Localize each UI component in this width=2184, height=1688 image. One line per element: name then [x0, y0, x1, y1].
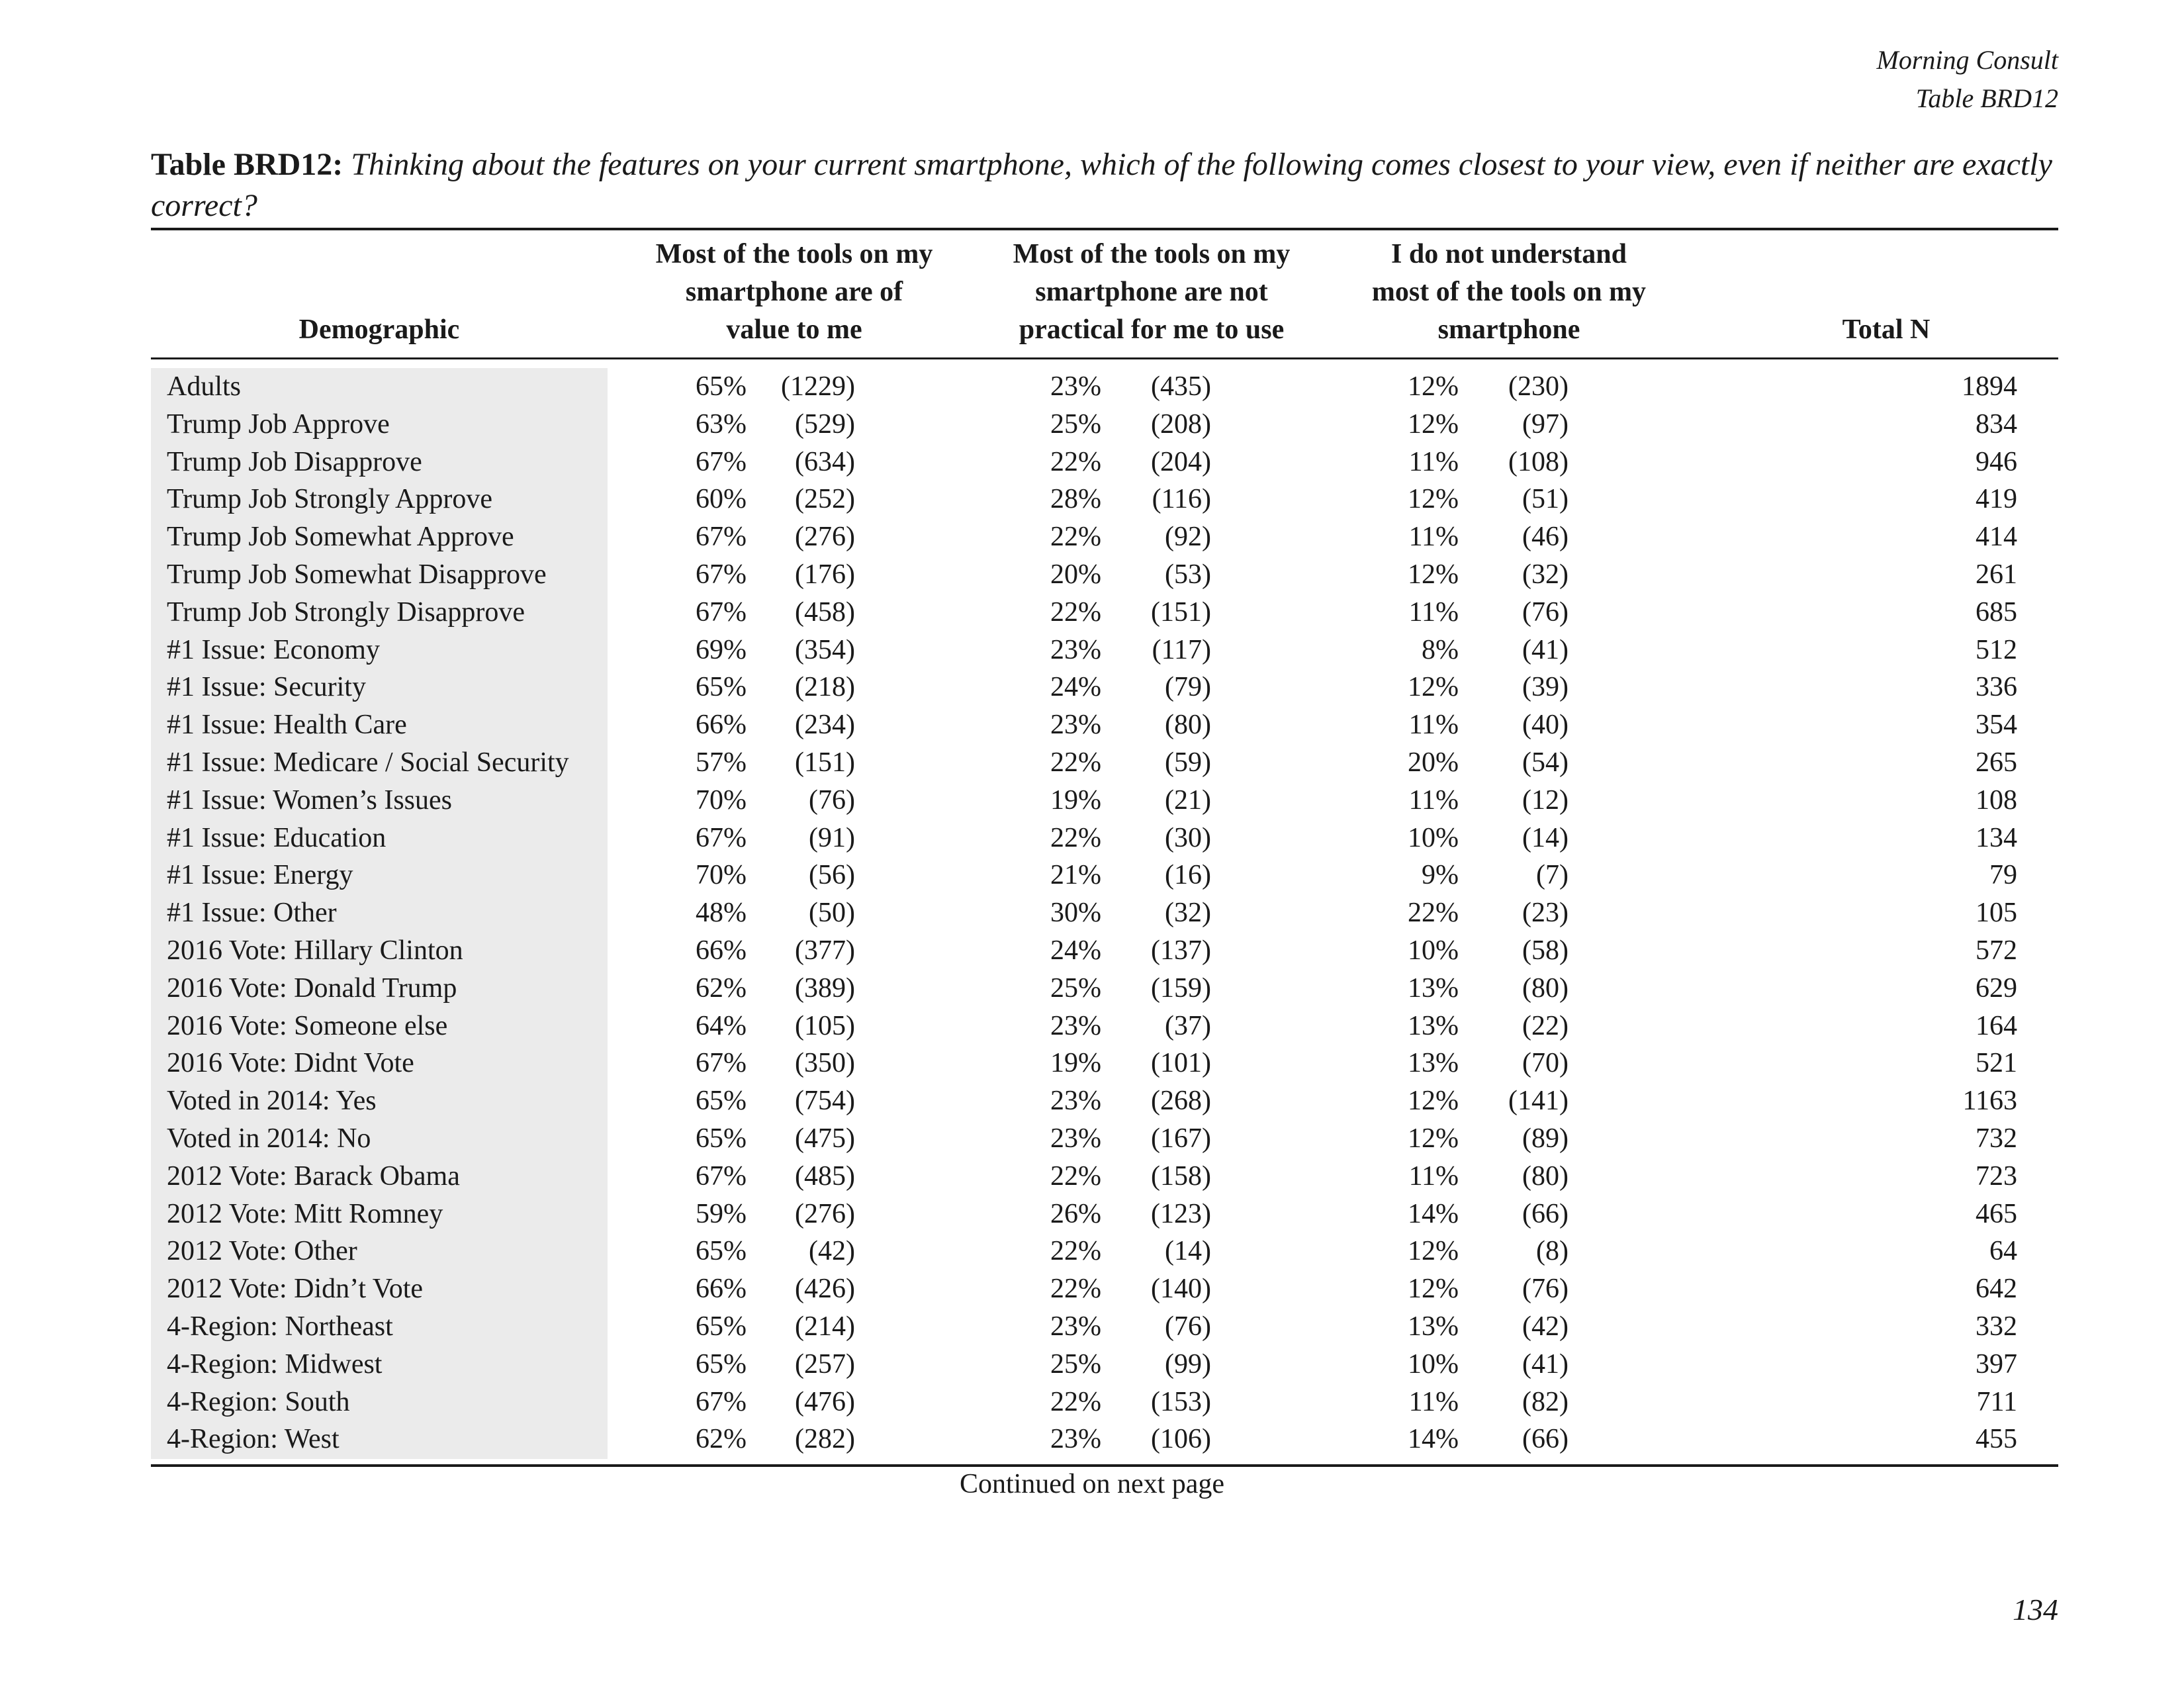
value-count: (389): [795, 972, 855, 1004]
not-understand-count: (41): [1522, 1348, 1569, 1380]
total-n: 64: [1989, 1236, 2017, 1267]
total-n: 108: [1976, 784, 2017, 816]
row-label: 2012 Vote: Other: [167, 1236, 357, 1267]
not-understand-count: (70): [1522, 1048, 1569, 1079]
not-understand-count: (12): [1522, 784, 1569, 816]
not-practical-pct: 25%: [1050, 1348, 1101, 1380]
table-row: [0, 1421, 2184, 1458]
row-label: Trump Job Strongly Approve: [167, 484, 493, 515]
value-count: (218): [795, 672, 855, 703]
continued-note: Continued on next page: [959, 1469, 1225, 1499]
not-understand-pct: 12%: [1408, 559, 1459, 590]
page-header: [1877, 41, 2058, 118]
table-row: [0, 1196, 2184, 1233]
column-header-not-practical: [979, 236, 1324, 349]
not-practical-count: (92): [1165, 522, 1211, 553]
not-understand-count: (8): [1536, 1236, 1569, 1267]
not-practical-count: (76): [1165, 1311, 1211, 1342]
table-row: [0, 1045, 2184, 1082]
row-label: 2016 Vote: Didnt Vote: [167, 1048, 414, 1079]
row-label: #1 Issue: Women’s Issues: [167, 784, 452, 816]
value-pct: 67%: [696, 596, 747, 628]
not-understand-count: (141): [1508, 1086, 1569, 1117]
not-practical-count: (159): [1151, 972, 1211, 1004]
value-pct: 70%: [696, 784, 747, 816]
total-n: 134: [1976, 822, 2017, 853]
value-pct: 70%: [696, 860, 747, 891]
not-practical-pct: 22%: [1050, 446, 1101, 477]
value-count: (42): [809, 1236, 855, 1267]
value-pct: 65%: [696, 1311, 747, 1342]
row-label: #1 Issue: Security: [167, 672, 366, 703]
total-n: 105: [1976, 898, 2017, 929]
not-understand-pct: 11%: [1408, 522, 1459, 553]
total-n: 164: [1976, 1010, 2017, 1041]
row-label: 2012 Vote: Barack Obama: [167, 1160, 460, 1192]
not-understand-pct: 12%: [1408, 672, 1459, 703]
not-understand-pct: 12%: [1408, 1123, 1459, 1154]
table-row: [0, 932, 2184, 970]
not-practical-pct: 22%: [1050, 747, 1101, 778]
top-rule: [151, 228, 2058, 230]
not-understand-pct: 11%: [1408, 596, 1459, 628]
value-pct: 65%: [696, 1348, 747, 1380]
not-understand-pct: 12%: [1408, 408, 1459, 440]
row-label: #1 Issue: Energy: [167, 860, 353, 891]
value-count: (754): [795, 1086, 855, 1117]
value-pct: 67%: [696, 1386, 747, 1417]
row-label: #1 Issue: Education: [167, 822, 387, 853]
not-practical-pct: 19%: [1050, 1048, 1101, 1079]
table-row: [0, 669, 2184, 706]
not-practical-pct: 22%: [1050, 1274, 1101, 1305]
not-practical-count: (204): [1151, 446, 1211, 477]
not-understand-count: (66): [1522, 1424, 1569, 1455]
not-understand-count: (40): [1522, 710, 1569, 741]
column-header-line: value to me: [726, 314, 862, 345]
table-row: [0, 368, 2184, 406]
total-n: 265: [1976, 747, 2017, 778]
table-row: [0, 1383, 2184, 1421]
row-label: #1 Issue: Medicare / Social Security: [167, 747, 569, 778]
not-practical-count: (53): [1165, 559, 1211, 590]
value-count: (105): [795, 1010, 855, 1041]
not-practical-pct: 20%: [1050, 559, 1101, 590]
value-count: (257): [795, 1348, 855, 1380]
table-row: [0, 481, 2184, 518]
not-practical-pct: 22%: [1050, 596, 1101, 628]
table-row: [0, 820, 2184, 857]
not-understand-count: (76): [1522, 1274, 1569, 1305]
total-n: 414: [1976, 522, 2017, 553]
total-n: 521: [1976, 1048, 2017, 1079]
not-understand-pct: 12%: [1408, 484, 1459, 515]
value-pct: 67%: [696, 1048, 747, 1079]
not-understand-pct: 12%: [1408, 1236, 1459, 1267]
not-practical-pct: 22%: [1050, 1386, 1101, 1417]
not-practical-count: (158): [1151, 1160, 1211, 1192]
total-n: 946: [1976, 446, 2017, 477]
not-practical-count: (32): [1165, 898, 1211, 929]
total-n: 419: [1976, 484, 2017, 515]
value-pct: 57%: [696, 747, 747, 778]
value-count: (151): [795, 747, 855, 778]
total-n: 629: [1976, 972, 2017, 1004]
not-practical-pct: 30%: [1050, 898, 1101, 929]
value-pct: 67%: [696, 559, 747, 590]
value-pct: 63%: [696, 408, 747, 440]
row-label: Voted in 2014: No: [167, 1123, 371, 1154]
value-count: (56): [809, 860, 855, 891]
value-count: (529): [795, 408, 855, 440]
not-understand-pct: 11%: [1408, 1386, 1459, 1417]
not-understand-pct: 13%: [1408, 1048, 1459, 1079]
not-understand-count: (89): [1522, 1123, 1569, 1154]
not-understand-count: (97): [1522, 408, 1569, 440]
not-understand-pct: 11%: [1408, 446, 1459, 477]
not-practical-pct: 23%: [1050, 1086, 1101, 1117]
table-title-label: Table BRD12:: [151, 147, 343, 182]
table-row: [0, 970, 2184, 1008]
not-understand-count: (66): [1522, 1198, 1569, 1229]
table-row: [0, 744, 2184, 782]
not-understand-pct: 8%: [1422, 634, 1459, 665]
not-practical-pct: 22%: [1050, 822, 1101, 853]
not-understand-pct: 11%: [1408, 784, 1459, 816]
value-pct: 48%: [696, 898, 747, 929]
not-practical-count: (153): [1151, 1386, 1211, 1417]
not-practical-count: (151): [1151, 596, 1211, 628]
table-row: [0, 1120, 2184, 1158]
total-n: 1163: [1962, 1086, 2017, 1117]
row-label: 4-Region: Midwest: [167, 1348, 383, 1380]
value-pct: 65%: [696, 371, 747, 402]
row-label: Trump Job Approve: [167, 408, 390, 440]
row-label: 2012 Vote: Didn’t Vote: [167, 1274, 424, 1305]
not-practical-pct: 25%: [1050, 972, 1101, 1004]
not-practical-count: (30): [1165, 822, 1211, 853]
value-count: (485): [795, 1160, 855, 1192]
table-row: [0, 518, 2184, 556]
not-practical-pct: 23%: [1050, 1311, 1101, 1342]
total-n: 685: [1976, 596, 2017, 628]
value-count: (276): [795, 1198, 855, 1229]
value-count: (634): [795, 446, 855, 477]
value-pct: 67%: [696, 822, 747, 853]
not-practical-count: (99): [1165, 1348, 1211, 1380]
total-n: 354: [1976, 710, 2017, 741]
not-practical-pct: 24%: [1050, 935, 1101, 966]
not-practical-pct: 25%: [1050, 408, 1101, 440]
total-n: 512: [1976, 634, 2017, 665]
table-row: [0, 1270, 2184, 1308]
table-row: [0, 706, 2184, 744]
not-understand-count: (7): [1536, 860, 1569, 891]
value-count: (350): [795, 1048, 855, 1079]
table-row: [0, 1082, 2184, 1120]
not-practical-pct: 21%: [1050, 860, 1101, 891]
not-understand-count: (23): [1522, 898, 1569, 929]
column-header-line: most of the tools on my: [1371, 277, 1647, 307]
column-header-line: Most of the tools on my: [655, 239, 933, 269]
page-number: 134: [2013, 1593, 2058, 1626]
column-header-line: smartphone are not: [1035, 277, 1268, 307]
table-title: [151, 144, 2058, 226]
total-n: 332: [1976, 1311, 2017, 1342]
table-row: [0, 894, 2184, 932]
value-pct: 60%: [696, 484, 747, 515]
not-practical-pct: 26%: [1050, 1198, 1101, 1229]
column-header-not-understand: [1337, 236, 1681, 349]
not-practical-count: (16): [1165, 860, 1211, 891]
not-practical-count: (79): [1165, 672, 1211, 703]
not-understand-pct: 10%: [1408, 822, 1459, 853]
row-label: 4-Region: Northeast: [167, 1311, 393, 1342]
not-practical-count: (101): [1151, 1048, 1211, 1079]
not-understand-count: (80): [1522, 1160, 1569, 1192]
table-row: [0, 556, 2184, 594]
value-pct: 66%: [696, 935, 747, 966]
row-label: 2016 Vote: Hillary Clinton: [167, 935, 463, 966]
not-practical-count: (21): [1165, 784, 1211, 816]
not-understand-count: (230): [1508, 371, 1569, 402]
not-practical-count: (137): [1151, 935, 1211, 966]
table-row: [0, 444, 2184, 481]
value-pct: 62%: [696, 972, 747, 1004]
value-pct: 65%: [696, 1236, 747, 1267]
not-understand-count: (108): [1508, 446, 1569, 477]
not-practical-count: (80): [1165, 710, 1211, 741]
total-n: 261: [1976, 559, 2017, 590]
value-count: (476): [795, 1386, 855, 1417]
total-n: 572: [1976, 935, 2017, 966]
row-label: #1 Issue: Other: [167, 898, 337, 929]
not-understand-count: (32): [1522, 559, 1569, 590]
value-count: (1229): [781, 371, 855, 402]
total-n: 732: [1976, 1123, 2017, 1154]
not-practical-count: (268): [1151, 1086, 1211, 1117]
table-row: [0, 857, 2184, 894]
not-understand-pct: 14%: [1408, 1424, 1459, 1455]
value-count: (475): [795, 1123, 855, 1154]
not-understand-pct: 9%: [1422, 860, 1459, 891]
value-pct: 59%: [696, 1198, 747, 1229]
value-pct: 64%: [696, 1010, 747, 1041]
value-pct: 67%: [696, 1160, 747, 1192]
not-practical-pct: 22%: [1050, 1236, 1101, 1267]
value-pct: 66%: [696, 710, 747, 741]
not-understand-pct: 10%: [1408, 935, 1459, 966]
total-n: 336: [1976, 672, 2017, 703]
table-row: [0, 406, 2184, 444]
value-count: (282): [795, 1424, 855, 1455]
not-understand-pct: 12%: [1408, 1086, 1459, 1117]
value-count: (234): [795, 710, 855, 741]
not-practical-pct: 22%: [1050, 522, 1101, 553]
not-practical-pct: 23%: [1050, 371, 1101, 402]
not-understand-count: (76): [1522, 596, 1569, 628]
table-row: [0, 1308, 2184, 1346]
value-pct: 69%: [696, 634, 747, 665]
row-label: Trump Job Strongly Disapprove: [167, 596, 525, 628]
table-row: [0, 632, 2184, 669]
column-header-demographic: Demographic: [298, 314, 460, 345]
not-understand-count: (80): [1522, 972, 1569, 1004]
not-practical-pct: 22%: [1050, 1160, 1101, 1192]
not-understand-pct: 11%: [1408, 710, 1459, 741]
value-pct: 66%: [696, 1274, 747, 1305]
not-practical-count: (140): [1151, 1274, 1211, 1305]
not-practical-count: (106): [1151, 1424, 1211, 1455]
not-practical-pct: 28%: [1050, 484, 1101, 515]
not-practical-count: (116): [1152, 484, 1211, 515]
not-practical-count: (14): [1165, 1236, 1211, 1267]
value-count: (91): [809, 822, 855, 853]
not-practical-count: (208): [1151, 408, 1211, 440]
not-practical-pct: 24%: [1050, 672, 1101, 703]
total-n: 711: [1976, 1386, 2017, 1417]
not-understand-pct: 10%: [1408, 1348, 1459, 1380]
not-practical-count: (123): [1151, 1198, 1211, 1229]
header-rule: [151, 357, 2058, 359]
not-understand-count: (51): [1522, 484, 1569, 515]
total-n: 642: [1976, 1274, 2017, 1305]
row-label: 2016 Vote: Someone else: [167, 1010, 448, 1041]
row-label: 4-Region: South: [167, 1386, 350, 1417]
not-understand-pct: 13%: [1408, 1311, 1459, 1342]
table-row: [0, 1233, 2184, 1270]
value-pct: 65%: [696, 1123, 747, 1154]
not-practical-pct: 19%: [1050, 784, 1101, 816]
column-header-value: [622, 236, 966, 349]
value-count: (377): [795, 935, 855, 966]
row-label: 4-Region: West: [167, 1424, 340, 1455]
not-understand-pct: 20%: [1408, 747, 1459, 778]
table-title-question: Thinking about the features on your current smartphone, which of the following comes closest to your view, even if neither are exactly correct?: [151, 147, 2052, 223]
row-label: Trump Job Disapprove: [167, 446, 422, 477]
value-pct: 67%: [696, 522, 747, 553]
not-practical-count: (117): [1152, 634, 1211, 665]
value-count: (50): [809, 898, 855, 929]
row-label: Adults: [167, 371, 242, 402]
not-understand-count: (58): [1522, 935, 1569, 966]
row-label: #1 Issue: Economy: [167, 634, 380, 665]
not-practical-count: (37): [1165, 1010, 1211, 1041]
total-n: 834: [1976, 408, 2017, 440]
not-practical-count: (435): [1151, 371, 1211, 402]
column-header-line: practical for me to use: [1019, 314, 1285, 345]
value-count: (252): [795, 484, 855, 515]
not-understand-count: (82): [1522, 1386, 1569, 1417]
table-row: [0, 782, 2184, 820]
value-pct: 62%: [696, 1424, 747, 1455]
not-understand-pct: 13%: [1408, 972, 1459, 1004]
column-header-line: I do not understand: [1391, 239, 1627, 269]
not-understand-count: (46): [1522, 522, 1569, 553]
not-understand-count: (41): [1522, 634, 1569, 665]
row-label: Trump Job Somewhat Approve: [167, 522, 514, 553]
not-practical-pct: 23%: [1050, 1010, 1101, 1041]
column-header-line: smartphone: [1437, 314, 1580, 345]
value-count: (276): [795, 522, 855, 553]
value-count: (176): [795, 559, 855, 590]
column-header-total: Total N: [1842, 314, 1931, 345]
not-practical-pct: 23%: [1050, 634, 1101, 665]
not-understand-count: (14): [1522, 822, 1569, 853]
row-label: 2016 Vote: Donald Trump: [167, 972, 457, 1004]
total-n: 455: [1976, 1424, 2017, 1455]
column-header-line: smartphone are of: [685, 277, 903, 307]
value-count: (426): [795, 1274, 855, 1305]
row-label: Trump Job Somewhat Disapprove: [167, 559, 547, 590]
not-understand-count: (42): [1522, 1311, 1569, 1342]
not-understand-count: (22): [1522, 1010, 1569, 1041]
table-row: [0, 1158, 2184, 1196]
value-count: (76): [809, 784, 855, 816]
value-pct: 67%: [696, 446, 747, 477]
total-n: 1894: [1962, 371, 2017, 402]
not-practical-count: (59): [1165, 747, 1211, 778]
not-understand-pct: 11%: [1408, 1160, 1459, 1192]
not-understand-pct: 22%: [1408, 898, 1459, 929]
column-header-line: Most of the tools on my: [1013, 239, 1291, 269]
table-row: [0, 594, 2184, 632]
value-count: (354): [795, 634, 855, 665]
value-pct: 65%: [696, 1086, 747, 1117]
total-n: 397: [1976, 1348, 2017, 1380]
not-practical-pct: 23%: [1050, 1123, 1101, 1154]
not-understand-pct: 13%: [1408, 1010, 1459, 1041]
not-practical-pct: 23%: [1050, 710, 1101, 741]
total-n: 723: [1976, 1160, 2017, 1192]
row-label: #1 Issue: Health Care: [167, 710, 407, 741]
row-label: Voted in 2014: Yes: [167, 1086, 377, 1117]
total-n: 79: [1989, 860, 2017, 891]
total-n: 465: [1976, 1198, 2017, 1229]
header-table-id: Table BRD12: [1915, 83, 2058, 113]
not-understand-pct: 12%: [1408, 371, 1459, 402]
table-row: [0, 1008, 2184, 1045]
table-row: [0, 1346, 2184, 1383]
row-label: 2012 Vote: Mitt Romney: [167, 1198, 443, 1229]
value-pct: 65%: [696, 672, 747, 703]
not-understand-pct: 14%: [1408, 1198, 1459, 1229]
not-practical-count: (167): [1151, 1123, 1211, 1154]
not-understand-count: (54): [1522, 747, 1569, 778]
value-count: (214): [795, 1311, 855, 1342]
not-understand-count: (39): [1522, 672, 1569, 703]
not-practical-pct: 23%: [1050, 1424, 1101, 1455]
not-understand-pct: 12%: [1408, 1274, 1459, 1305]
header-source: Morning Consult: [1876, 45, 2058, 75]
value-count: (458): [795, 596, 855, 628]
